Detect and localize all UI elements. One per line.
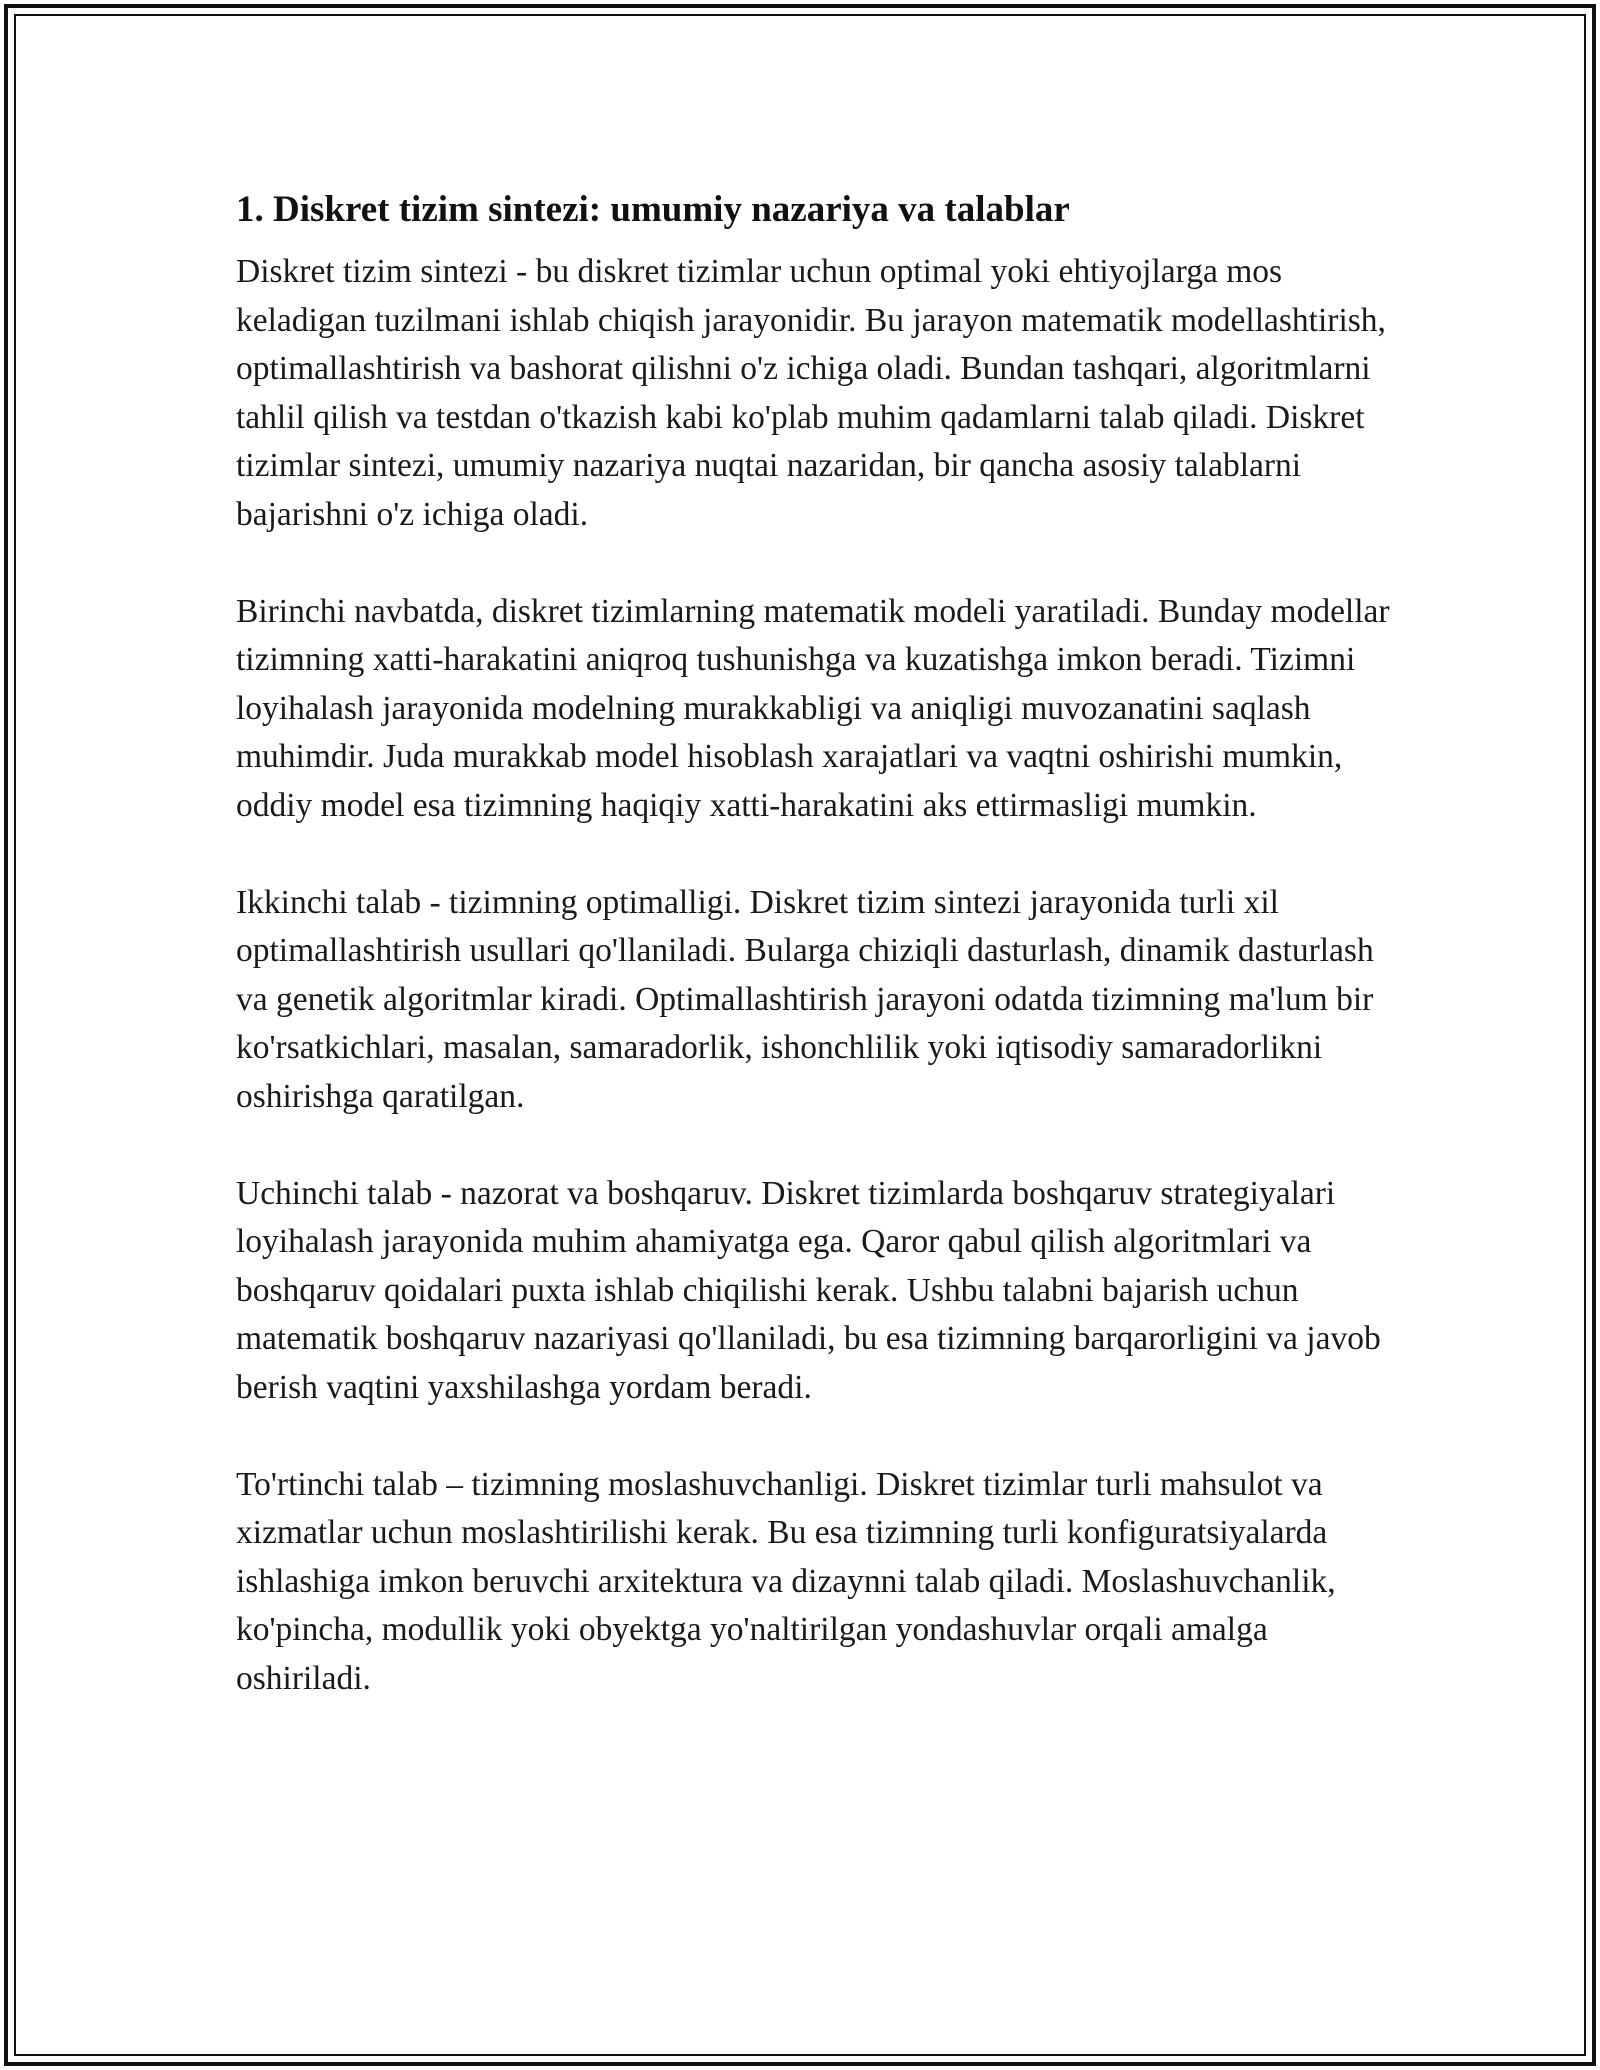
paragraph-fourth-requirement: To'rtinchi talab – tizimning moslashuvchanligi. Diskret tizimlar turli mahsulot va xizmatlar uchun moslashtirilishi kerak. Bu esa tizimning turli konfiguratsiyalarda ishlashiga imkon beruvchi arxitektura va dizaynni talab qiladi. Moslashuvchanlik, ko'pincha, modullik yoki obyektga yo'naltirilgan yondashuvlar orqali amalga oshiriladi.: [236, 1465, 1336, 1697]
paragraph-second-requirement: Ikkinchi talab - tizimning optimalligi. Diskret tizim sintezi jarayonida turli xil optimallashtirish usullari qo'llaniladi. Bularga chiziqli dasturlash, dinamik dasturlash va genetik algoritmlar kiradi. Optimallashtirish jarayoni odatda tizimning ma'lum bir ko'rsatkichlari, masalan, samaradorlik, ishonchlilik yoki iqtisodiy samaradorlikni oshirishga qaratilgan.: [236, 883, 1374, 1115]
paragraph-third-requirement: Uchinchi talab - nazorat va boshqaruv. Diskret tizimlarda boshqaruv strategiyalari loyihalash jarayonida muhim ahamiyatga ega. Qaror qabul qilish algoritmlari va boshqaruv qoidalari puxta ishlab chiqilishi kerak. Ushbu talabni bajarish uchun matematik boshqaruv nazariyasi qo'llaniladi, bu esa tizimning barqarorligini va javob berish vaqtini yaxshilashga yordam beradi.: [236, 1174, 1381, 1406]
document-body: [236, 186, 1396, 1752]
paragraph-intro: Diskret tizim sintezi - bu diskret tizimlar uchun optimal yoki ehtiyojlarga mos keladigan tuzilmani ishlab chiqish jarayonidir. Bu jarayon matematik modellashtirish, optimallashtirish va bashorat qilishni o'z ichiga oladi. Bundan tashqari, algoritmlarni tahlil qilish va testdan o'tkazish kabi ko'plab muhim qadamlarni talab qiladi. Diskret tizimlar sintezi, umumiy nazariya nuqtai nazaridan, bir qancha asosiy talablarni bajarishni o'z ichiga oladi.: [236, 253, 1386, 533]
paragraph-first-requirement: Birinchi navbatda, diskret tizimlarning matematik modeli yaratiladi. Bunday modellar tizimning xatti-harakatini aniqroq tushunishga va kuzatishga imkon beradi. Tizimni loyihalash jarayonida modelning murakkabligi va aniqligi muvozanatini saqlash muhimdir. Juda murakkab model hisoblash xarajatlari va vaqtni oshirishi mumkin, oddiy model esa tizimning haqiqiy xatti-harakatini aks ettirmasligi mumkin.: [236, 592, 1390, 824]
section-heading: 1. Diskret tizim sintezi: umumiy nazariya va talablar: [236, 189, 1070, 230]
